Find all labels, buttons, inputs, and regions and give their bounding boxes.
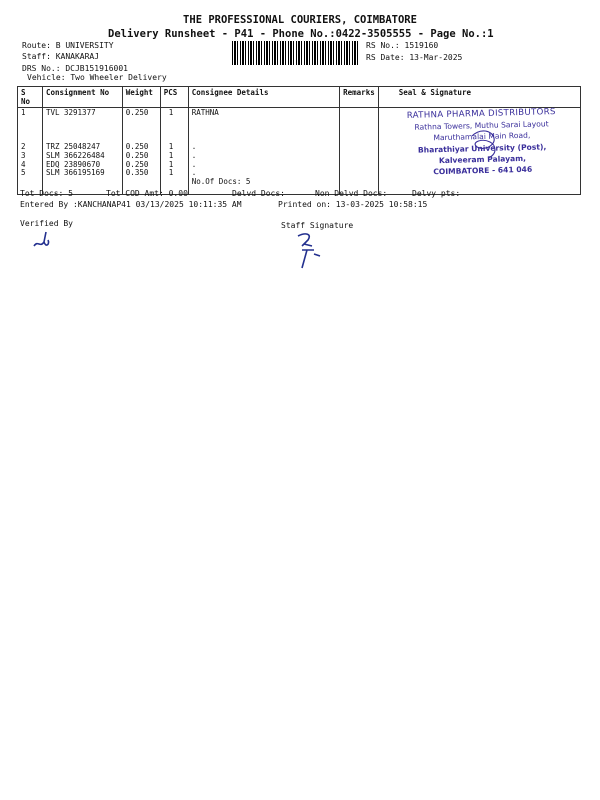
col-header-pcs: PCS: [160, 87, 188, 108]
total-cod-amount: Tot COD Amt: 0.00: [106, 189, 188, 198]
pcs-value: 1: [168, 150, 174, 160]
consignee-value: [192, 126, 336, 135]
delivered-docs: Delvd Docs:: [232, 189, 285, 198]
stamp-company-name: RATHNA PHARMA DISTRIBUTORS: [406, 107, 556, 121]
weight-value: 0.350: [125, 168, 149, 178]
pcs-value: [169, 118, 185, 127]
printed-on: Printed on: 13-03-2025 10:58:15: [278, 200, 428, 209]
rs-date: RS Date: 13-Mar-2025: [366, 53, 463, 62]
sno-value: 5: [21, 168, 26, 178]
col-header-weight: Weight: [122, 87, 160, 108]
consignment-value: TRZ 25048247: [45, 142, 101, 152]
consignment-value: SLM 366226484: [45, 150, 105, 160]
consignment-cell: [42, 108, 122, 195]
stamp-signature-scribble: [466, 126, 504, 162]
vehicle-label: Vehicle: Two Wheeler Delivery: [27, 73, 167, 82]
weight-cell: [122, 108, 160, 195]
consignment-value: SLM 366195169: [45, 168, 105, 178]
runsheet-title: Delivery Runsheet - P41 - Phone No.:0422-3505555 - Page No.:1: [108, 28, 494, 40]
verifier-signature: [30, 228, 54, 252]
col-header-consignee: Consignee Details: [188, 87, 339, 108]
weight-value: [126, 118, 157, 127]
weight-value: 0.250: [125, 150, 149, 160]
weight-value: 0.250: [125, 108, 149, 117]
stamp-address-line: Maruthamalai Main Road,: [433, 131, 531, 143]
pcs-value: [169, 126, 185, 135]
barcode: [232, 41, 358, 65]
sno-value: 1: [21, 108, 26, 117]
sno-cell: [18, 108, 43, 195]
consignment-value: [46, 126, 119, 135]
table-header-row: [18, 87, 581, 108]
col-header-remarks: Remarks: [340, 87, 379, 108]
consignee-value: [192, 118, 336, 127]
delivery-points: Delvy pts:: [412, 189, 461, 198]
consignment-value: TVL 3291377: [45, 108, 96, 117]
verified-by-label: Verified By: [20, 219, 73, 228]
company-title: THE PROFESSIONAL COURIERS, COIMBATORE: [183, 14, 417, 26]
sno-value: 3: [21, 150, 26, 160]
stamp-city-line: COIMBATORE - 641 046: [433, 164, 533, 177]
total-docs: Tot Docs: 5: [20, 189, 73, 198]
consignment-value: EDQ 23890670: [45, 159, 101, 169]
consignee-value: .: [191, 159, 197, 169]
sno-value: 2: [21, 142, 26, 152]
staff-signature-label: Staff Signature: [281, 221, 354, 230]
col-header-seal: Seal & Signature: [378, 87, 580, 108]
non-delivered-docs: Non Delvd Docs:: [315, 189, 388, 198]
col-header-sno: S No: [18, 87, 43, 108]
consignee-value: .: [191, 150, 197, 160]
drs-label: DRS No.: DCJB151916001: [22, 64, 128, 73]
pcs-value: 1: [168, 108, 174, 117]
remarks-cell: [340, 108, 379, 195]
consignee-value: [192, 135, 336, 144]
consignment-value: [46, 118, 119, 127]
weight-value: 0.250: [125, 159, 149, 169]
sno-value: [21, 126, 39, 135]
sno-value: [21, 118, 39, 127]
pcs-cell: [160, 108, 188, 195]
pcs-value: 1: [168, 168, 174, 178]
no-of-docs: No.Of Docs: 5: [191, 176, 251, 186]
weight-value: [126, 126, 157, 135]
pcs-value: 1: [168, 159, 174, 169]
weight-value: 0.250: [125, 142, 149, 152]
staff-signature-scribble: [290, 228, 330, 272]
consignee-value: .: [191, 168, 197, 178]
pcs-value: 1: [168, 142, 174, 152]
rs-number: RS No.: 1519160: [366, 41, 439, 50]
stamp-address-line: Rathna Towers, Muthu Sarai Layout: [414, 119, 549, 132]
col-header-consignment: Consignment No: [42, 87, 122, 108]
stamp-address-line: Bharathiyar University (Post),: [417, 141, 547, 155]
sno-value: 4: [21, 159, 26, 169]
consignee-value: RATHNA: [191, 108, 219, 117]
staff-label: Staff: KANAKARAJ: [22, 52, 100, 61]
consignee-value: .: [191, 142, 197, 152]
entered-by: Entered By :KANCHANAP41 03/13/2025 10:11:35 AM: [20, 200, 242, 209]
route-label: Route: B UNIVERSITY: [22, 41, 114, 50]
consignee-cell: [188, 108, 339, 195]
stamp-address-line: Kalveeram Palayam,: [438, 153, 527, 165]
